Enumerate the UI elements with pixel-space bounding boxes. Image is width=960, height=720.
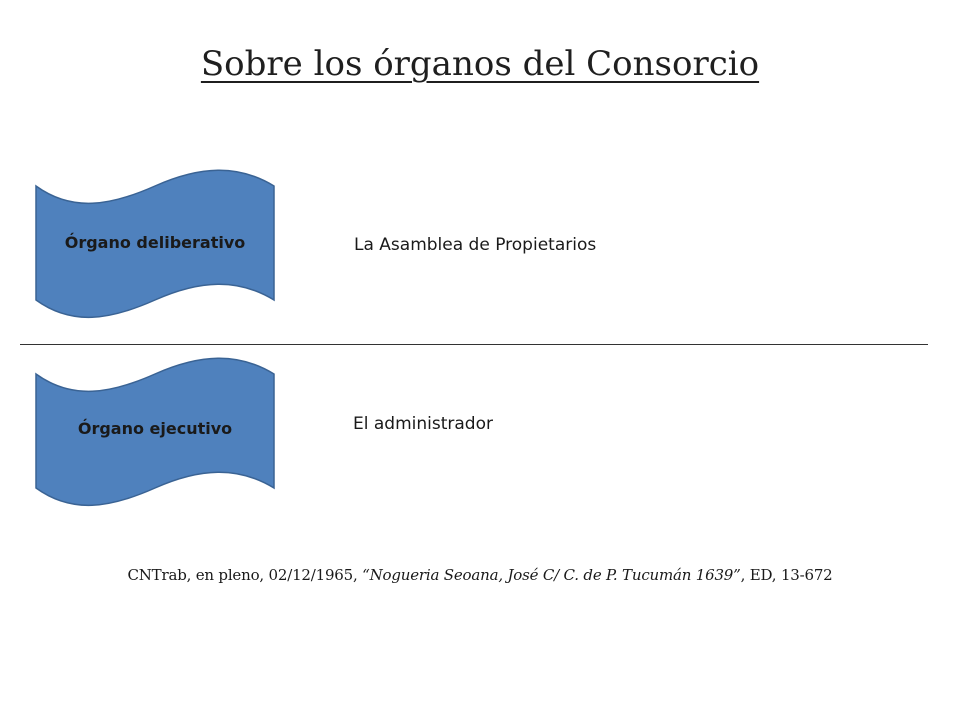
organ-banner-deliberative <box>32 172 278 310</box>
organ-description: La Asamblea de Propietarios <box>354 235 597 255</box>
citation <box>0 566 960 584</box>
slide-title: Sobre los órganos del Consorcio <box>200 44 760 84</box>
citation-suffix: , ED, 13-672 <box>740 566 833 584</box>
citation-case: “Nogueria Seoana, José C/ C. de P. Tucumán 1639” <box>362 566 741 584</box>
citation-prefix: CNTrab, en pleno, 02/12/1965, <box>127 566 363 584</box>
organ-banner-executive <box>32 360 278 498</box>
organ-description: El administrador <box>353 414 493 434</box>
divider-line <box>20 344 928 345</box>
organ-label: Órgano ejecutivo <box>77 419 233 438</box>
organ-label: Órgano deliberativo <box>64 233 246 252</box>
